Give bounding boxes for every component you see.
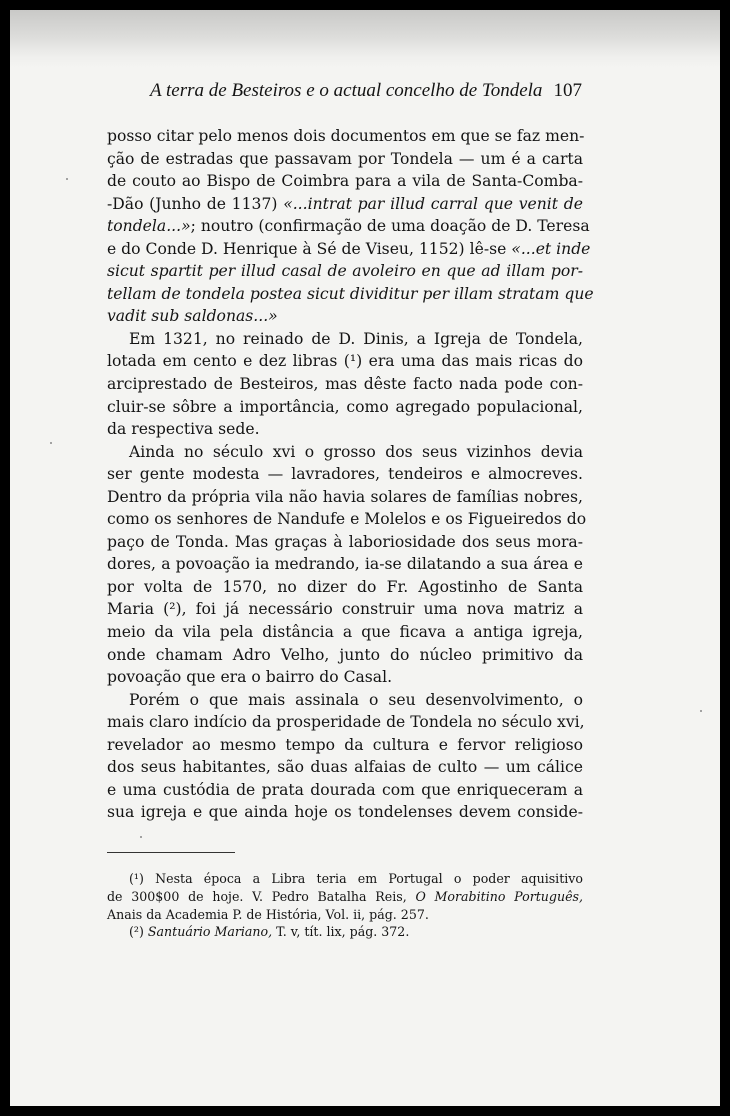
footnote-rule (107, 852, 235, 853)
cited-title: Santuário Mariano, (147, 924, 273, 940)
text-line: dos seus habitantes, são duas alfaias de culto — um cálice (107, 758, 583, 777)
text-line: Porém o que mais assinala o seu desenvolvimento, o (129, 690, 583, 709)
text-fragment: Nesta época a Libra teria em Portugal o poder aquisitivo (155, 871, 583, 886)
footnote-1-line: Anais da Academia P. de História, Vol. ii, pág. 257. (107, 906, 429, 922)
text-line: onde chamam Adro Velho, junto do núcleo primitivo da (107, 645, 583, 664)
running-head (150, 80, 582, 106)
text-line: revelador ao mesmo tempo da cultura e fervor religioso (107, 735, 583, 754)
text-line: Maria (²), foi já necessário construir uma nova matriz a (107, 600, 583, 619)
latin-quote: «...et inde (511, 239, 591, 258)
footnote-1-line (107, 870, 583, 888)
cited-title: O Morabitino Português, (415, 888, 583, 904)
text-fragment: e do Conde D. Henrique à Sé de Viseu, 1152) lê-se (107, 239, 507, 258)
footnote-2-marker: (²) (129, 924, 144, 940)
text-line: lotada em cento e dez libras (¹) era uma das mais ricas do (107, 352, 583, 371)
text-line: Dentro da própria vila não havia solares de famílias nobres, (107, 487, 583, 506)
text-fragment: de 300$00 de hoje. V. Pedro Batalha Reis, (107, 888, 407, 904)
text-line: tellam de tondela postea sicut dividitur per illam stratam que (107, 284, 594, 303)
text-fragment: ; noutro (confirmação de uma doação de D. Teresa (190, 217, 590, 236)
running-title: A terra de Besteiros e o actual concelho de Tondela (150, 80, 543, 101)
scan-speck (700, 710, 702, 712)
text-line: por volta de 1570, no dizer do Fr. Agostinho de Santa (107, 577, 583, 596)
latin-quote: tondela...» (107, 217, 191, 236)
text-line: ção de estradas que passavam por Tondela — um é a carta (107, 149, 583, 168)
text-line: cluir-se sôbre a importância, como agregado populacional, (107, 397, 583, 416)
text-line: e uma custódia de prata dourada com que enriqueceram a (107, 780, 583, 799)
text-line: vadit sub saldonas...» (107, 307, 278, 326)
book-page (10, 10, 720, 1106)
footnotes (107, 870, 583, 941)
scan-speck (50, 442, 52, 444)
text-line: meio da vila pela distância a que ficava a antiga igreja, (107, 623, 583, 642)
scan-shadow (10, 10, 720, 68)
text-line: mais claro indício da prosperidade de Tondela no século xvi, (107, 713, 585, 732)
text-line: Ainda no século xvi o grosso dos seus vizinhos devia (129, 442, 583, 461)
text-line (107, 193, 583, 216)
scan-speck (66, 178, 68, 180)
body-text (107, 125, 594, 824)
text-line: sua igreja e que ainda hoje os tondelenses devem conside- (107, 803, 583, 822)
text-line: como os senhores de Nandufe e Molelos e os Figueiredos do (107, 510, 587, 529)
text-line: posso citar pelo menos dois documentos em que se faz men- (107, 127, 585, 145)
text-line: povoação que era o bairro do Casal. (107, 668, 393, 687)
page-number: 107 (553, 80, 582, 101)
latin-quote: «...intrat par illud carral que venit de (283, 194, 583, 213)
text-fragment: -Dão (Junho de 1137) (107, 194, 278, 213)
text-line: ser gente modesta — lavradores, tendeiros e almocreves. (107, 465, 583, 484)
text-fragment: T. v, tít. lix, pág. 372. (276, 924, 410, 940)
text-line: da respectiva sede. (107, 420, 260, 439)
text-line (107, 238, 591, 261)
scan-speck (140, 836, 142, 838)
text-line: paço de Tonda. Mas graças à laboriosidade dos seus mora- (107, 532, 583, 551)
text-line (107, 215, 590, 238)
text-line: Em 1321, no reinado de D. Dinis, a Igreja de Tondela, (129, 329, 583, 348)
text-line: sicut spartit per illud casal de avoleiro en que ad illam por- (107, 262, 583, 281)
footnote-2-line (107, 923, 583, 941)
footnote-1-line (107, 888, 583, 906)
footnote-1-marker: (¹) (129, 871, 144, 886)
text-line: de couto ao Bispo de Coimbra para a vila de Santa-Comba- (107, 172, 583, 191)
text-line: arciprestado de Besteiros, mas dêste facto nada pode con- (107, 375, 583, 394)
text-line: dores, a povoação ia medrando, ia-se dilatando a sua área e (107, 555, 583, 574)
